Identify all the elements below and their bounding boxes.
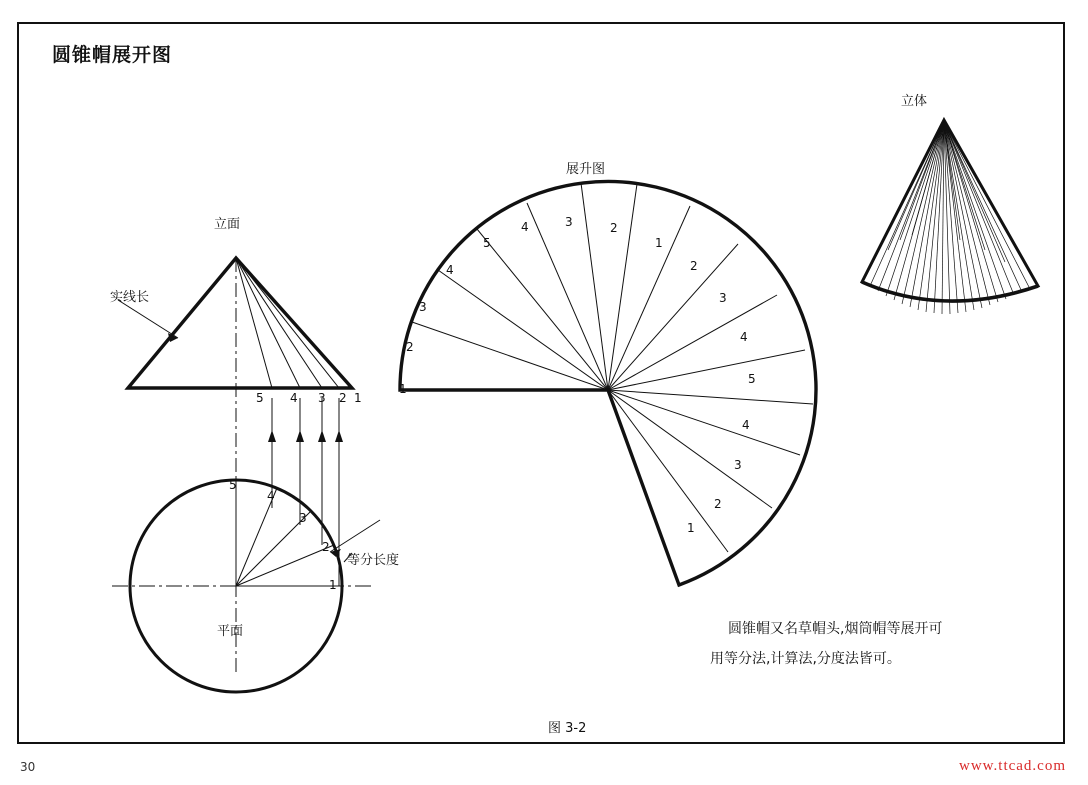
elevation-base-number-3: 3 <box>318 391 326 405</box>
plan-number-1: 1 <box>329 578 337 592</box>
solid-view <box>862 120 1038 314</box>
page-title: 圆锥帽展开图 <box>52 44 173 66</box>
development-label-top-2: 2 <box>610 221 618 235</box>
plan-number-5: 5 <box>229 478 237 492</box>
plan-view <box>112 480 380 692</box>
development-label-left-3: 3 <box>419 300 427 314</box>
plan-number-4: 4 <box>267 489 275 503</box>
figure-caption: 图 3-2 <box>548 721 587 736</box>
plan-number-3: 3 <box>299 511 307 525</box>
note-line-1: 圆锥帽又名草帽头,烟筒帽等展开可 <box>728 621 943 637</box>
plan-view-label: 平面 <box>217 624 244 639</box>
development-label-right-1b: 1 <box>687 521 695 535</box>
development-view-label: 展升图 <box>566 162 606 177</box>
development-label-right-2b: 2 <box>714 497 722 511</box>
note-line-2: 用等分法,计算法,分度法皆可。 <box>710 651 901 667</box>
development-label-top-4: 4 <box>521 220 529 234</box>
plan-number-2: 2 <box>322 540 330 554</box>
development-label-left-5: 5 <box>483 236 491 250</box>
development-label-right-2: 2 <box>690 259 698 273</box>
elevation-base-number-4: 4 <box>290 391 298 405</box>
development-label-top-3: 3 <box>565 215 573 229</box>
development-label-right-4b: 4 <box>742 418 750 432</box>
elevation-base-number-1: 1 <box>354 391 362 405</box>
development-label-left-4: 4 <box>446 263 454 277</box>
page-number: 30 <box>20 760 36 774</box>
elevation-view-label: 立面 <box>214 217 241 232</box>
development-label-left-1: 1 <box>399 382 407 396</box>
development-label-top-1: 1 <box>655 236 663 250</box>
watermark-url: www.ttcad.com <box>959 758 1066 774</box>
development-label-right-4: 4 <box>740 330 748 344</box>
development-label-left-2: 2 <box>406 340 414 354</box>
slant-length-label: 实线长 <box>110 290 150 305</box>
development-label-right-3: 3 <box>719 291 727 305</box>
development-label-right-3b: 3 <box>734 458 742 472</box>
elevation-base-number-5: 5 <box>256 391 264 405</box>
development-label-right-5: 5 <box>748 372 756 386</box>
solid-view-label: 立体 <box>901 94 928 109</box>
equal-division-label: 等分长度 <box>347 553 400 568</box>
elevation-base-number-2: 2 <box>339 391 347 405</box>
elevation-view <box>118 258 352 676</box>
